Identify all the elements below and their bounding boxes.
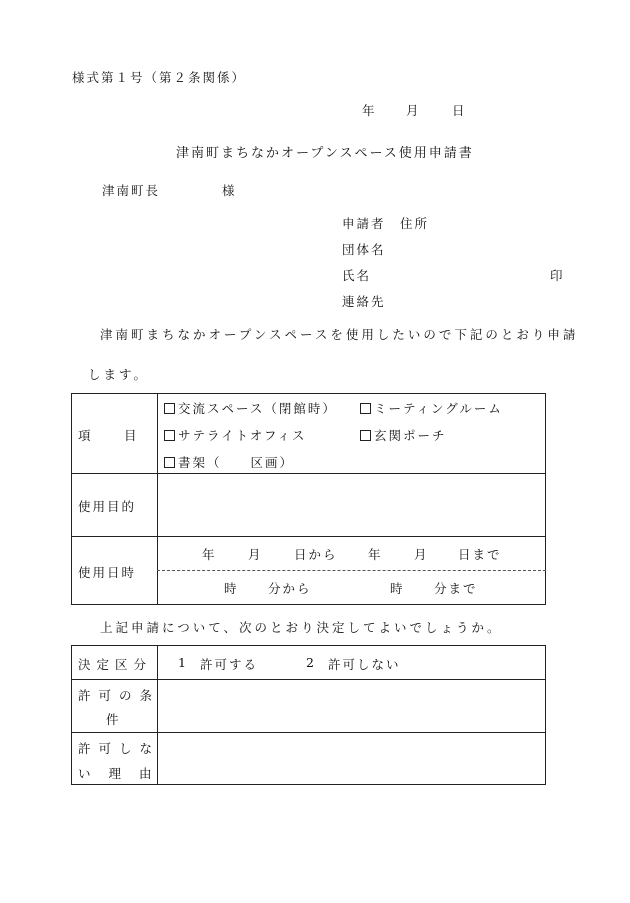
option-approve-number: 1 — [178, 655, 188, 670]
checkbox[interactable] — [164, 403, 175, 414]
option-deny[interactable]: 許可しない — [328, 657, 401, 672]
item-label-2: 目 — [124, 428, 139, 443]
application-table — [71, 393, 546, 605]
option-approve[interactable]: 許可する — [200, 657, 259, 672]
purpose-label: 使用目的 — [78, 499, 137, 514]
date-from-year: 年 — [202, 547, 217, 562]
option-deny-number: 2 — [306, 655, 316, 670]
checkbox[interactable] — [360, 403, 371, 414]
time-from-minute: 分から — [268, 581, 312, 596]
time-to-hour: 時 — [390, 581, 405, 596]
condition-label-line2: 件 — [106, 712, 121, 727]
applicant-contact-label: 連絡先 — [342, 294, 386, 309]
date-year: 年 — [362, 103, 377, 118]
decision-label: 決定区分 — [78, 657, 153, 672]
applicant-label: 申請者 — [342, 216, 386, 231]
reason-label-line1: 許可しな — [78, 741, 161, 756]
date-month: 月 — [406, 103, 421, 118]
addressee-honorific: 様 — [222, 183, 237, 198]
request-text-line2: します。 — [88, 367, 150, 382]
seal-mark: 印 — [550, 268, 565, 283]
applicant-address-label: 住所 — [400, 216, 430, 231]
checkbox[interactable] — [164, 457, 175, 468]
document-title: 津南町まちなかオープンスペース使用申請書 — [176, 146, 474, 161]
condition-label-line1: 許可の条 — [78, 688, 161, 703]
option-porch[interactable]: 玄関ポーチ — [360, 426, 447, 444]
item-label-1: 項 — [78, 428, 93, 443]
applicant-name-label: 氏名 — [342, 268, 372, 283]
date-from-day: 日から — [294, 547, 338, 562]
request-text-line1: 津南町まちなかオープンスペースを使用したいので下記のとおり申請 — [100, 327, 579, 342]
date-from-month: 月 — [248, 547, 263, 562]
date-to-month: 月 — [414, 547, 429, 562]
time-to-minute: 分まで — [434, 581, 478, 596]
decision-text: 上記申請について、次のとおり決定してよいでしょうか。 — [100, 620, 503, 635]
option-satellite-office[interactable]: サテライトオフィス — [164, 426, 306, 444]
time-from-hour: 時 — [224, 581, 239, 596]
date-to-day: 日まで — [458, 547, 502, 562]
reason-label-line2: い理由 — [78, 766, 170, 781]
date-day: 日 — [452, 103, 467, 118]
checkbox[interactable] — [360, 430, 371, 441]
datetime-label: 使用日時 — [78, 565, 137, 580]
option-meeting-room[interactable]: ミーティングルーム — [360, 399, 503, 417]
option-exchange-space[interactable]: 交流スペース（閉館時） — [164, 399, 337, 417]
form-number: 様式第１号（第２条関係） — [72, 70, 247, 85]
option-bookshelf[interactable]: 書架（ 区画） — [164, 453, 294, 471]
date-to-year: 年 — [368, 547, 383, 562]
addressee-name: 津南町長 — [102, 183, 161, 198]
applicant-group-label: 団体名 — [342, 242, 386, 257]
checkbox[interactable] — [164, 430, 175, 441]
